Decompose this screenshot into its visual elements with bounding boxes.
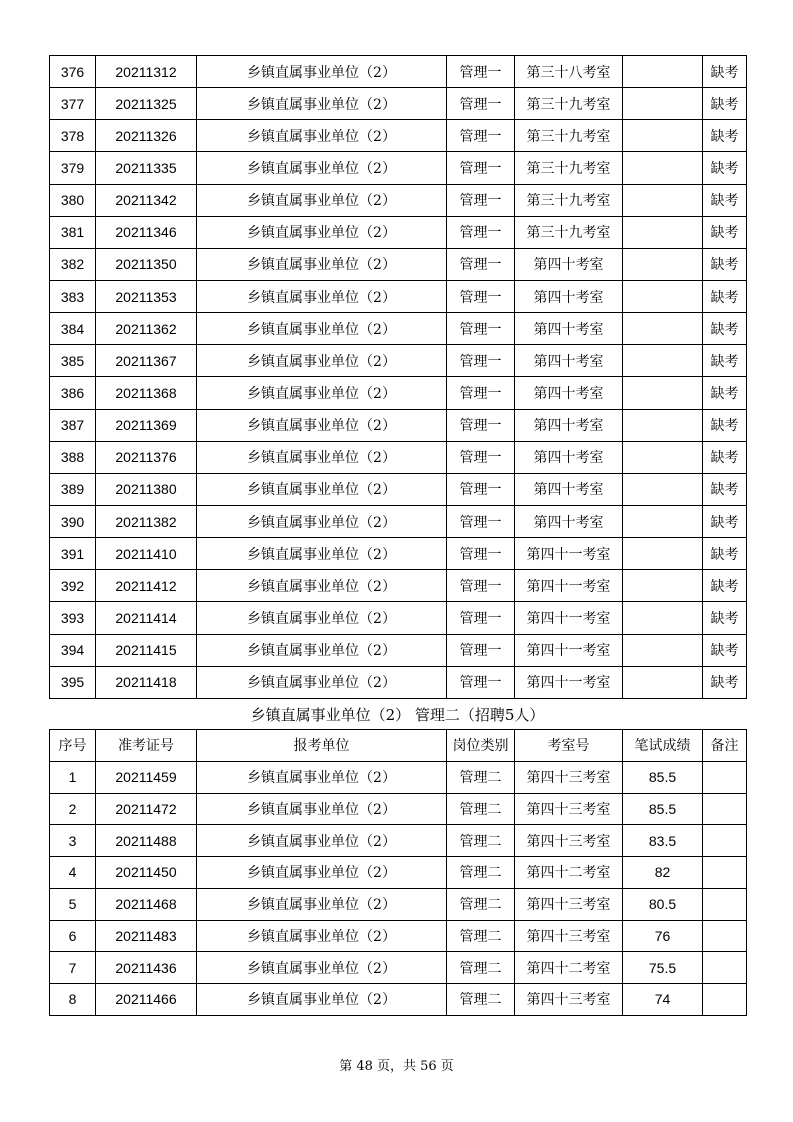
post-type-cell: 管理一 [447,313,515,345]
remark-cell [703,952,747,984]
post-type-cell: 管理一 [447,345,515,377]
post-type-cell: 管理一 [447,216,515,248]
table-row [50,793,747,825]
table-row [50,857,747,889]
seq-cell: 382 [50,248,96,280]
seq-cell: 395 [50,666,96,698]
seq-cell: 394 [50,634,96,666]
score-cell: 75.5 [623,952,703,984]
page-footer: 第 48 页，共 56 页 [339,1059,454,1074]
table-row [50,666,747,698]
remark-cell: 缺考 [703,377,747,409]
room-cell: 第四十一考室 [515,570,623,602]
score-cell [623,88,703,120]
post-type-cell: 管理一 [447,248,515,280]
remark-cell: 缺考 [703,248,747,280]
score-cell: 80.5 [623,888,703,920]
exam-id-cell: 20211342 [96,184,197,216]
room-cell: 第四十考室 [515,280,623,312]
room-cell: 第四十三考室 [515,793,623,825]
unit-cell: 乡镇直属事业单位（2） [197,920,447,952]
unit-cell: 乡镇直属事业单位（2） [197,825,447,857]
table-row [50,280,747,312]
unit-cell: 乡镇直属事业单位（2） [197,152,447,184]
score-cell [623,280,703,312]
score-cell [623,441,703,473]
seq-cell: 3 [50,825,96,857]
score-cell [623,666,703,698]
score-cell: 76 [623,920,703,952]
section-title: 乡镇直属事业单位（2） 管理二（招聘5人） [250,706,545,724]
room-cell: 第四十三考室 [515,984,623,1016]
room-cell: 第三十九考室 [515,120,623,152]
post-type-cell: 管理二 [447,825,515,857]
remark-cell: 缺考 [703,441,747,473]
room-cell: 第四十三考室 [515,825,623,857]
score-cell [623,570,703,602]
column-header: 笔试成绩 [623,730,703,762]
room-cell: 第四十考室 [515,505,623,537]
remark-cell: 缺考 [703,152,747,184]
score-cell: 85.5 [623,761,703,793]
post-type-cell: 管理一 [447,152,515,184]
seq-cell: 388 [50,441,96,473]
score-cell: 74 [623,984,703,1016]
seq-cell: 384 [50,313,96,345]
unit-cell: 乡镇直属事业单位（2） [197,409,447,441]
remark-cell: 缺考 [703,634,747,666]
exam-id-cell: 20211472 [96,793,197,825]
room-cell: 第四十考室 [515,345,623,377]
exam-id-cell: 20211367 [96,345,197,377]
exam-id-cell: 20211410 [96,538,197,570]
column-header: 岗位类别 [447,730,515,762]
unit-cell: 乡镇直属事业单位（2） [197,666,447,698]
room-cell: 第三十九考室 [515,216,623,248]
seq-cell: 383 [50,280,96,312]
remark-cell: 缺考 [703,216,747,248]
exam-id-cell: 20211450 [96,857,197,889]
exam-id-cell: 20211325 [96,88,197,120]
post-type-cell: 管理一 [447,409,515,441]
table-row [50,505,747,537]
room-cell: 第四十三考室 [515,888,623,920]
exam-id-cell: 20211362 [96,313,197,345]
post-type-cell: 管理一 [447,184,515,216]
room-cell: 第四十三考室 [515,920,623,952]
column-header: 准考证号 [96,730,197,762]
table-row [50,888,747,920]
score-cell [623,473,703,505]
seq-cell: 392 [50,570,96,602]
room-cell: 第四十考室 [515,473,623,505]
score-cell [623,505,703,537]
remark-cell: 缺考 [703,602,747,634]
seq-cell: 6 [50,920,96,952]
room-cell: 第三十九考室 [515,184,623,216]
post-type-cell: 管理一 [447,377,515,409]
remark-cell: 缺考 [703,570,747,602]
exam-id-cell: 20211415 [96,634,197,666]
score-cell [623,56,703,88]
post-type-cell: 管理一 [447,441,515,473]
post-type-cell: 管理一 [447,602,515,634]
seq-cell: 5 [50,888,96,920]
unit-cell: 乡镇直属事业单位（2） [197,184,447,216]
table-row [50,634,747,666]
score-cell [623,538,703,570]
room-cell: 第四十一考室 [515,666,623,698]
table-row [50,825,747,857]
remark-cell [703,920,747,952]
remark-cell: 缺考 [703,120,747,152]
score-cell [623,248,703,280]
room-cell: 第四十考室 [515,409,623,441]
post-type-cell: 管理二 [447,984,515,1016]
unit-cell: 乡镇直属事业单位（2） [197,761,447,793]
room-cell: 第四十二考室 [515,952,623,984]
room-cell: 第四十考室 [515,377,623,409]
remark-cell [703,825,747,857]
remark-cell: 缺考 [703,313,747,345]
seq-cell: 389 [50,473,96,505]
exam-id-cell: 20211412 [96,570,197,602]
table-row [50,120,747,152]
unit-cell: 乡镇直属事业单位（2） [197,377,447,409]
seq-cell: 379 [50,152,96,184]
remark-cell: 缺考 [703,280,747,312]
table-row [50,313,747,345]
post-type-cell: 管理一 [447,505,515,537]
unit-cell: 乡镇直属事业单位（2） [197,538,447,570]
room-cell: 第四十考室 [515,313,623,345]
seq-cell: 385 [50,345,96,377]
unit-cell: 乡镇直属事业单位（2） [197,216,447,248]
exam-id-cell: 20211436 [96,952,197,984]
results-table-management-2 [49,729,747,1016]
unit-cell: 乡镇直属事业单位（2） [197,888,447,920]
remark-cell [703,793,747,825]
table-row [50,441,747,473]
table-row [50,984,747,1016]
seq-cell: 393 [50,602,96,634]
post-type-cell: 管理一 [447,280,515,312]
unit-cell: 乡镇直属事业单位（2） [197,280,447,312]
exam-id-cell: 20211346 [96,216,197,248]
room-cell: 第四十一考室 [515,634,623,666]
score-cell [623,634,703,666]
unit-cell: 乡镇直属事业单位（2） [197,56,447,88]
unit-cell: 乡镇直属事业单位（2） [197,984,447,1016]
table-row [50,88,747,120]
unit-cell: 乡镇直属事业单位（2） [197,570,447,602]
remark-cell [703,888,747,920]
score-cell: 82 [623,857,703,889]
room-cell: 第三十九考室 [515,88,623,120]
room-cell: 第四十一考室 [515,538,623,570]
room-cell: 第四十考室 [515,441,623,473]
exam-id-cell: 20211380 [96,473,197,505]
exam-id-cell: 20211335 [96,152,197,184]
table-row [50,248,747,280]
post-type-cell: 管理二 [447,920,515,952]
unit-cell: 乡镇直属事业单位（2） [197,634,447,666]
seq-cell: 1 [50,761,96,793]
table-row [50,184,747,216]
remark-cell: 缺考 [703,666,747,698]
exam-id-cell: 20211382 [96,505,197,537]
post-type-cell: 管理一 [447,88,515,120]
remark-cell [703,857,747,889]
table-row [50,602,747,634]
post-type-cell: 管理二 [447,888,515,920]
room-cell: 第三十八考室 [515,56,623,88]
table-row [50,152,747,184]
post-type-cell: 管理一 [447,666,515,698]
seq-cell: 387 [50,409,96,441]
exam-id-cell: 20211350 [96,248,197,280]
exam-id-cell: 20211418 [96,666,197,698]
room-cell: 第四十三考室 [515,761,623,793]
score-cell [623,377,703,409]
exam-id-cell: 20211468 [96,888,197,920]
room-cell: 第四十二考室 [515,857,623,889]
score-cell: 85.5 [623,793,703,825]
post-type-cell: 管理一 [447,570,515,602]
seq-cell: 378 [50,120,96,152]
seq-cell: 7 [50,952,96,984]
table-header-row [50,730,747,762]
unit-cell: 乡镇直属事业单位（2） [197,952,447,984]
remark-cell [703,984,747,1016]
exam-id-cell: 20211369 [96,409,197,441]
score-cell [623,152,703,184]
seq-cell: 380 [50,184,96,216]
table-row [50,216,747,248]
unit-cell: 乡镇直属事业单位（2） [197,505,447,537]
score-cell [623,345,703,377]
post-type-cell: 管理一 [447,538,515,570]
column-header: 序号 [50,730,96,762]
exam-id-cell: 20211488 [96,825,197,857]
post-type-cell: 管理一 [447,56,515,88]
remark-cell: 缺考 [703,505,747,537]
remark-cell: 缺考 [703,56,747,88]
room-cell: 第三十九考室 [515,152,623,184]
table-row [50,952,747,984]
exam-id-cell: 20211466 [96,984,197,1016]
column-header: 考室号 [515,730,623,762]
seq-cell: 391 [50,538,96,570]
table-row [50,56,747,88]
score-cell: 83.5 [623,825,703,857]
seq-cell: 386 [50,377,96,409]
seq-cell: 8 [50,984,96,1016]
exam-id-cell: 20211326 [96,120,197,152]
remark-cell: 缺考 [703,409,747,441]
results-table-management-1 [49,55,747,699]
score-cell [623,313,703,345]
unit-cell: 乡镇直属事业单位（2） [197,473,447,505]
unit-cell: 乡镇直属事业单位（2） [197,248,447,280]
column-header: 备注 [703,730,747,762]
exam-id-cell: 20211368 [96,377,197,409]
table-row [50,377,747,409]
unit-cell: 乡镇直属事业单位（2） [197,313,447,345]
seq-cell: 381 [50,216,96,248]
room-cell: 第四十一考室 [515,602,623,634]
table-row [50,409,747,441]
unit-cell: 乡镇直属事业单位（2） [197,120,447,152]
post-type-cell: 管理二 [447,952,515,984]
post-type-cell: 管理一 [447,120,515,152]
room-cell: 第四十考室 [515,248,623,280]
exam-id-cell: 20211312 [96,56,197,88]
seq-cell: 377 [50,88,96,120]
table-row [50,761,747,793]
remark-cell: 缺考 [703,538,747,570]
unit-cell: 乡镇直属事业单位（2） [197,88,447,120]
remark-cell [703,761,747,793]
exam-id-cell: 20211459 [96,761,197,793]
seq-cell: 4 [50,857,96,889]
score-cell [623,602,703,634]
remark-cell: 缺考 [703,345,747,377]
post-type-cell: 管理一 [447,634,515,666]
seq-cell: 390 [50,505,96,537]
unit-cell: 乡镇直属事业单位（2） [197,441,447,473]
score-cell [623,216,703,248]
seq-cell: 376 [50,56,96,88]
seq-cell: 2 [50,793,96,825]
column-header: 报考单位 [197,730,447,762]
table-row [50,345,747,377]
post-type-cell: 管理二 [447,761,515,793]
unit-cell: 乡镇直属事业单位（2） [197,345,447,377]
exam-id-cell: 20211353 [96,280,197,312]
exam-id-cell: 20211483 [96,920,197,952]
post-type-cell: 管理二 [447,857,515,889]
post-type-cell: 管理一 [447,473,515,505]
table-row [50,570,747,602]
exam-id-cell: 20211376 [96,441,197,473]
post-type-cell: 管理二 [447,793,515,825]
table-row [50,538,747,570]
unit-cell: 乡镇直属事业单位（2） [197,602,447,634]
exam-id-cell: 20211414 [96,602,197,634]
score-cell [623,184,703,216]
remark-cell: 缺考 [703,184,747,216]
unit-cell: 乡镇直属事业单位（2） [197,857,447,889]
unit-cell: 乡镇直属事业单位（2） [197,793,447,825]
score-cell [623,120,703,152]
table-row [50,920,747,952]
table-row [50,473,747,505]
remark-cell: 缺考 [703,88,747,120]
score-cell [623,409,703,441]
remark-cell: 缺考 [703,473,747,505]
